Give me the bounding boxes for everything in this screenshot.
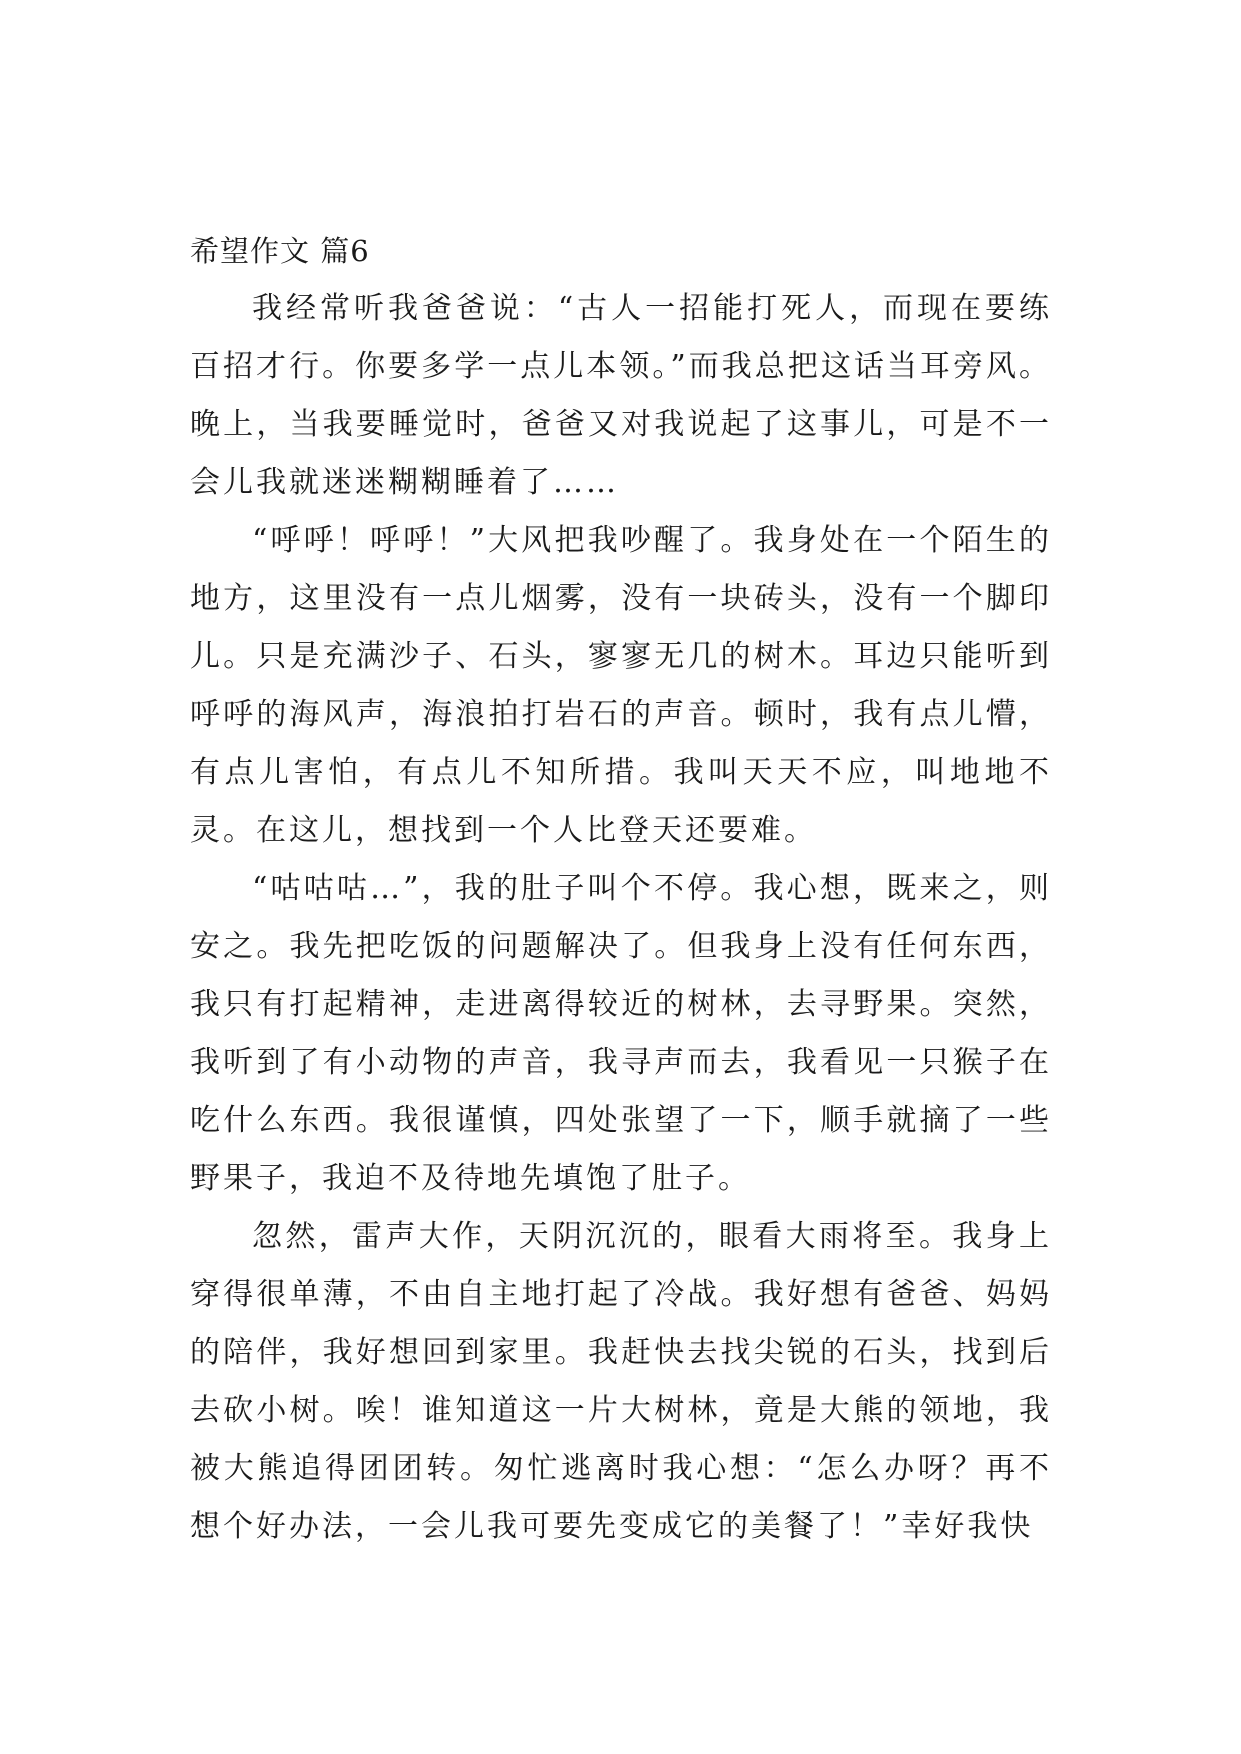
paragraph-2: “呼呼！呼呼！”大风把我吵醒了。我身处在一个陌生的地方，这里没有一点儿烟雾，没有一块砖头，没有一个脚印儿。只是充满沙子、石头，寥寥无几的树木。耳边只能听到呼呼的海风声，海浪拍打岩石的声音。顿时，我有点儿懵，有点儿害怕，有点儿不知所措。我叫天天不应，叫地地不灵。在这儿，想找到一个人比登天还要难。 [190,523,1052,848]
article-body [190,222,1052,1556]
paragraph-4: 忽然，雷声大作，天阴沉沉的，眼看大雨将至。我身上穿得很单薄，不由自主地打起了冷战。我好想有爸爸、妈妈的陪伴，我好想回到家里。我赶快去找尖锐的石头，找到后去砍小树。唉！谁知道这一片大树林，竟是大熊的领地，我被大熊追得团团转。匆忙逃离时我心想：“怎么办呀？再不想个好办法，一会儿我可要先变成它的美餐了！”幸好我快 [190,1219,1052,1544]
article-title: 希望作文 篇6 [190,234,370,268]
paragraph-1: 我经常听我爸爸说：“古人一招能打死人，而现在要练百招才行。你要多学一点儿本领。”而我总把这话当耳旁风。晚上，当我要睡觉时，爸爸又对我说起了这事儿，可是不一会儿我就迷迷糊糊睡着了…… [190,291,1052,500]
paragraph-3: “咕咕咕…”，我的肚子叫个不停。我心想，既来之，则安之。我先把吃饭的问题解决了。但我身上没有任何东西，我只有打起精神，走进离得较近的树林，去寻野果。突然，我听到了有小动物的声音，我寻声而去，我看见一只猴子在吃什么东西。我很谨慎，四处张望了一下，顺手就摘了一些野果子，我迫不及待地先填饱了肚子。 [190,871,1052,1196]
